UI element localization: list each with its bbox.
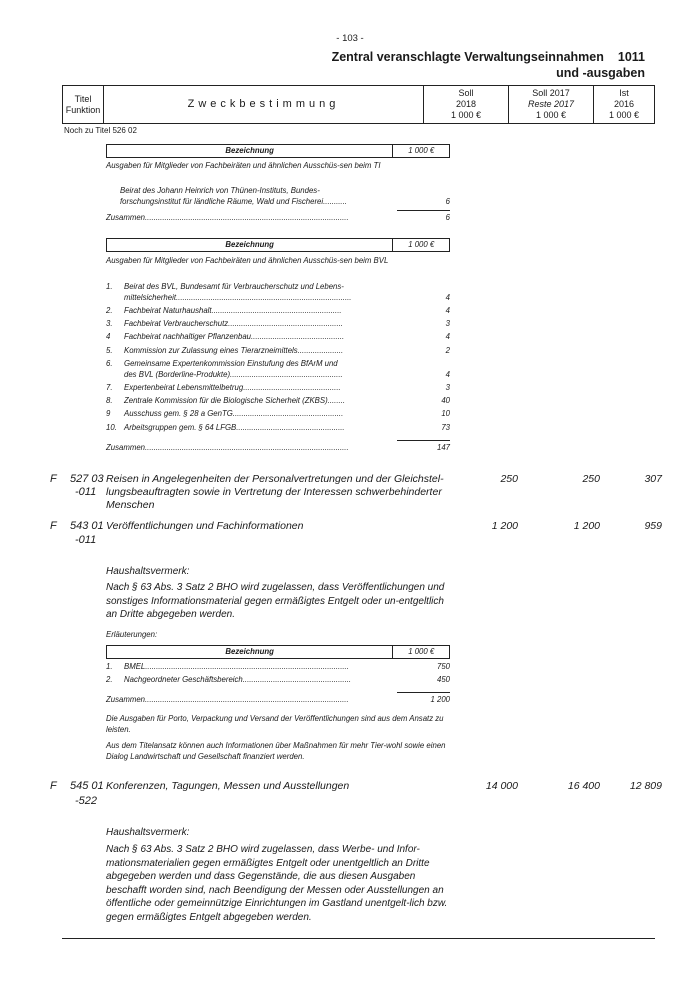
bezeichnung-head: Bezeichnung <box>107 145 393 158</box>
t543-p1: Die Ausgaben für Porto, Verpackung und Versand der Veröffentlichungen sind aus dem Ansatz zu leisten. <box>106 714 444 734</box>
list-item: 1. Beirat des BVL, Bundesamt für Verbraucherschutz und Lebens- mittelsicherheit................................................................................. 4 <box>106 282 450 302</box>
t527-soll2017: 250 <box>582 473 600 485</box>
footer-rule <box>62 938 655 939</box>
list-item: 4 Fachbeirat nachhaltiger Pflanzenbau........................................... 4 <box>106 332 450 342</box>
block1-sum: Zusammen.............................................................................................. 6 <box>106 213 450 222</box>
unit-head: 1 000 € <box>393 239 450 252</box>
list-item: 8. Zentrale Kommission für die Biologische Sicherheit (ZKBS)........ 40 <box>106 396 450 406</box>
unit-head: 1 000 € <box>393 145 450 158</box>
t545-soll2017: 16 400 <box>567 780 600 792</box>
t543-f: F <box>50 520 57 532</box>
page-title: Zentral veranschlagte Verwaltungseinnahmen 1011 <box>331 50 645 64</box>
t545-f: F <box>50 780 57 792</box>
bezeichnung-head: Bezeichnung <box>107 646 393 659</box>
t543-hv-text: Nach § 63 Abs. 3 Satz 2 BHO wird zugelassen, dass Veröffentlichungen und sonstiges Informationsmaterial gegen ermäßigtes Entgelt oder un-entgeltlich an Dritte abgegeben werden. <box>106 582 445 620</box>
list-item: 2. Fachbeirat Naturhaushalt............................................................ 4 <box>106 305 450 315</box>
t527-fn: -011 <box>75 486 97 498</box>
soll-2017-header: Soll 2017 Reste 2017 1 000 € <box>509 86 594 124</box>
continuation-note: Noch zu Titel 526 02 <box>64 126 137 135</box>
soll-2018-header: Soll 2018 1 000 € <box>424 86 509 124</box>
t527-ist2016: 307 <box>644 473 662 485</box>
bezeichnung-table-3 <box>106 645 450 659</box>
list-item: 5. Kommission zur Zulassung eines Tierarzneimittels..................... 2 <box>106 345 450 355</box>
t545-fn: -522 <box>75 795 98 807</box>
block1-intro: Ausgaben für Mitglieder von Fachbeiräten und ähnlichen Ausschüs-sen beim TI <box>106 161 381 170</box>
t543-soll2017: 1 200 <box>573 520 600 532</box>
list-item: 10. Arbeitsgruppen gem. § 64 LFGB.................................................. 73 <box>106 422 450 432</box>
t543-ist2016: 959 <box>644 520 662 532</box>
t543-fn: -011 <box>75 534 97 546</box>
t543-sum: Zusammen.............................................................................................. 1 200 <box>106 695 450 704</box>
bezeichnung-table-2 <box>106 238 450 252</box>
list-item: 2. Nachgeordneter Geschäftsbereich.................................................. 450 <box>106 675 450 685</box>
list-item: 6. Gemeinsame Expertenkommission Einstufung des BfArM und des BVL (Borderline-Produkte).................................................... 4 <box>106 359 450 379</box>
titel-funktion-header: Titel Funktion <box>63 86 104 124</box>
t527-soll2018: 250 <box>500 473 518 485</box>
t545-nr: 545 01 <box>70 780 104 792</box>
t543-erl-label: Erläuterungen: <box>106 630 158 639</box>
t543-soll2018: 1 200 <box>491 520 518 532</box>
page-number: - 103 - <box>336 33 364 44</box>
column-header-table <box>62 85 655 124</box>
list-item: 3. Fachbeirat Verbraucherschutz..................................................... 3 <box>106 319 450 329</box>
block2-intro: Ausgaben für Mitglieder von Fachbeiräten und ähnlichen Ausschüs-sen beim BVL <box>106 256 389 265</box>
t545-soll2018: 14 000 <box>485 780 518 792</box>
ist-2016-header: Ist 2016 1 000 € <box>594 86 655 124</box>
unit-head: 1 000 € <box>393 646 450 659</box>
t543-p2: Aus dem Titelansatz können auch Informationen über Maßnahmen für mehr Tier-wohl sowie einen Dialog Landwirtschaft und Gesellschaft finanziert werden. <box>106 741 446 761</box>
t527-text: Reisen in Angelegenheiten der Personalvertretungen und der Gleichstel-lungsbeauftragten sowie in Vertretung der Interessen schwerbehinderter Menschen <box>106 473 444 511</box>
chapter-number: 1011 <box>617 50 645 64</box>
t543-hv-label: Haushaltsvermerk: <box>106 566 190 577</box>
list-item: 9 Ausschuss gem. § 28 a GenTG................................................... 10 <box>106 409 450 419</box>
t545-hv-text: Nach § 63 Abs. 3 Satz 2 BHO wird zugelassen, dass Werbe- und Infor-mationsmaterialien gegen ermäßigtes Entgelt oder unentgeltlich an Dritte abgegeben werden und dass Gegenstände, die aus diesen Ausgaben beschafft worden sind, nach Beendigung der Messen oder Ausstellungen an öffentliche oder gemeinnützige Einrichtungen im Gastland unentgelt-lich bzw. gegen ermäßigtes Entgelt abgegeben werden. <box>106 844 448 923</box>
t543-text: Veröffentlichungen und Fachinformationen <box>106 520 304 532</box>
t545-text: Konferenzen, Tagungen, Messen und Ausstellungen <box>106 780 350 792</box>
list-item: 7. Expertenbeirat Lebensmittelbetrug............................................. 3 <box>106 382 450 392</box>
t545-hv-label: Haushaltsvermerk: <box>106 827 190 838</box>
zweckbestimmung-header: Zweckbestimmung <box>104 86 424 124</box>
t543-nr: 543 01 <box>70 520 104 532</box>
bezeichnung-head: Bezeichnung <box>107 239 393 252</box>
page-title-line2: und -ausgaben <box>556 66 645 80</box>
block1-item: Beirat des Johann Heinrich von Thünen-Instituts, Bundes- forschungsinstitut für ländliche Räume, Wald und Fischerei........... 6 <box>120 186 450 206</box>
t545-ist2016: 12 809 <box>629 780 662 792</box>
list-item: 1. BMEL.............................................................................................. 750 <box>106 662 450 671</box>
t527-nr: 527 03 <box>70 473 104 485</box>
block2-sum: Zusammen.............................................................................................. 147 <box>106 443 450 452</box>
bezeichnung-table-1 <box>106 144 450 158</box>
t527-f: F <box>50 473 57 485</box>
